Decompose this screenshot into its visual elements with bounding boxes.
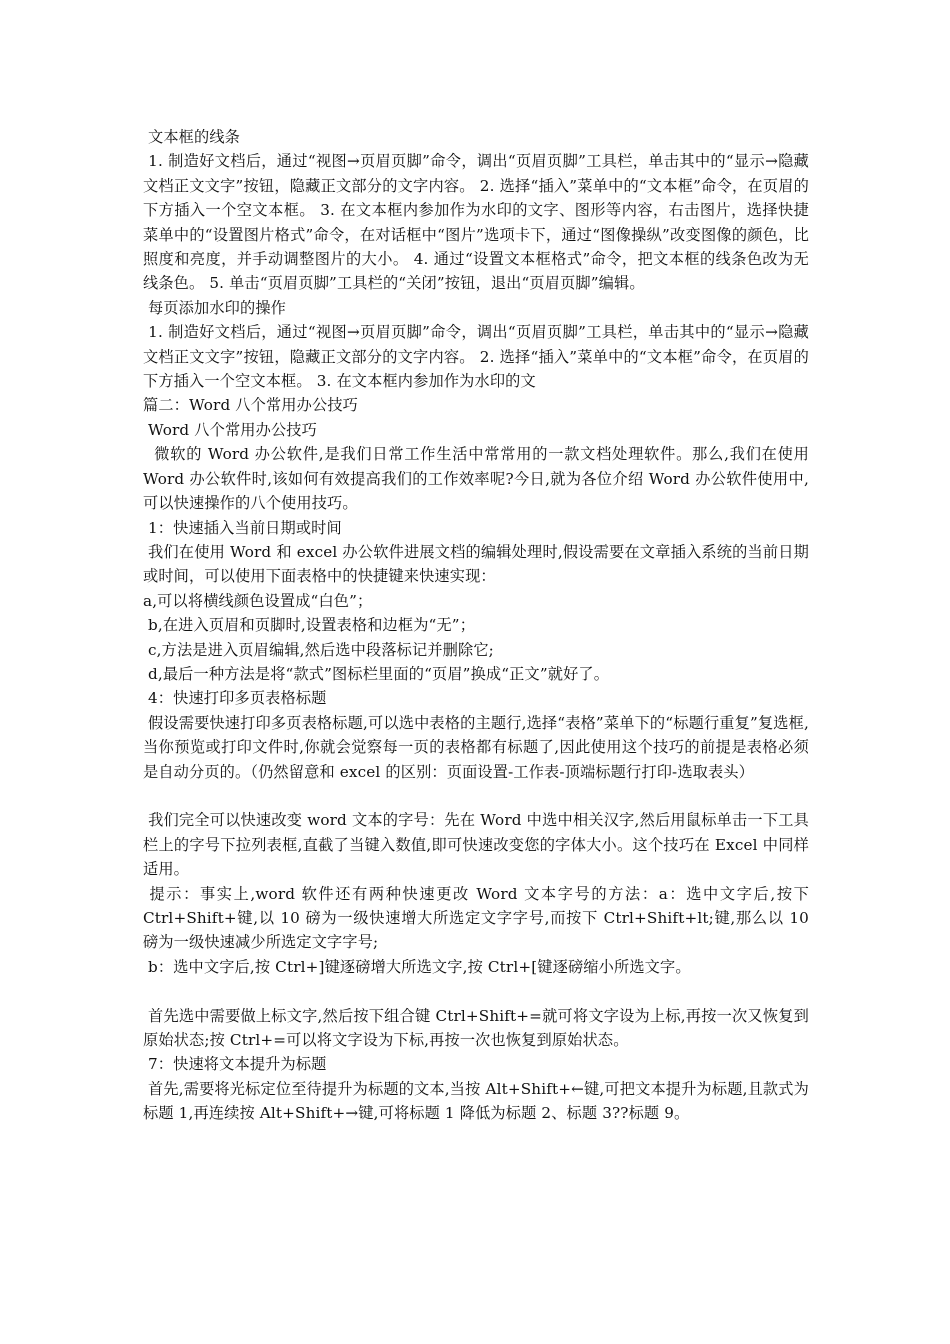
tip-heading-4: 4：快速打印多页表格标题 bbox=[143, 689, 327, 708]
paragraph-font-size-b: b：选中文字后,按 Ctrl+]键逐磅增大所选文字,按 Ctrl+[键逐磅缩小所选文字。 bbox=[143, 957, 691, 976]
section-title-part-two: 篇二：Word 八个常用办公技巧 bbox=[143, 396, 358, 415]
paragraph-intro: 微软的 Word 办公软件,是我们日常工作生活中常常用的一款文档处理软件。那么,我们在使用 Word 办公软件时,该如何有效提高我们的工作效率呢?今日,就为各位介绍 Word 办公软件使用中,可以快速操作的八个使用技巧。 bbox=[143, 445, 814, 513]
blank-line bbox=[143, 784, 809, 808]
heading-watermark-each-page: 每页添加水印的操作 bbox=[143, 298, 287, 317]
list-item-c: c,方法是进入页眉编辑,然后选中段落标记并删除它; bbox=[143, 640, 494, 659]
paragraph-watermark-steps: 1. 制造好文档后，通过“视图→页眉页脚”命令，调出“页眉页脚”工具栏，单击其中的“显示→隐藏文档正文文字”按钮，隐藏正文部分的文字内容。 2. 选择“插入”菜单中的“文本框”命令，在页眉的下方插入一个空文本框。 3. 在文本框内参加作为水印的文 bbox=[143, 323, 809, 391]
paragraph-textbox-steps: 1. 制造好文档后，通过“视图→页眉页脚”命令，调出“页眉页脚”工具栏，单击其中的“显示→隐藏文档正文文字”按钮，隐藏正文部分的文字内容。 2. 选择“插入”菜单中的“文本框”命令，在页眉的下方插入一个空文本框。 3. 在文本框内参加作为水印的文字、图形等内容，右击图片，选择快捷菜单中的“设置图片格式”命令，在对话框中“图片”选项卡下，通过“图像操纵”改变图像的颜色，比照度和亮度，并手动调整图片的大小。 4. 通过“设置文本框格式”命令，把文本框的线条色改为无线条色。 5. 单击“页眉页脚”工具栏的“关闭”按钮，退出“页眉页脚”编辑。 bbox=[143, 152, 809, 293]
paragraph-tip-4: 假设需要快速打印多页表格标题,可以选中表格的主题行,选择“表格”菜单下的“标题行重复”复选框,当你预览或打印文件时,你就会觉察每一页的表格都有标题了,因此使用这个技巧的前提是表格必须是自动分页的。（仍然留意和 excel 的区别：页面设置-工作表-顶端标题行打印-选取表头） bbox=[143, 713, 809, 781]
blank-line bbox=[143, 979, 809, 1003]
article-title: Word 八个常用办公技巧 bbox=[143, 420, 317, 439]
list-item-b: b,在进入页眉和页脚时,设置表格和边框为“无”； bbox=[143, 616, 476, 635]
paragraph-tip-1: 我们在使用 Word 和 excel 办公软件进展文档的编辑处理时,假设需要在文章插入系统的当前日期或时间，可以使用下面表格中的快捷键来快速实现： bbox=[143, 542, 809, 586]
heading-textbox-lines: 文本框的线条 bbox=[143, 128, 241, 146]
paragraph-font-size-hint: 提示：事实上,word 软件还有两种快速更改 Word 文本字号的方法：a：选中文字后,按下 Ctrl+Shift+键,以 10 磅为一级快速增大所选定文字字号,而按下 Ctrl+Shift+lt;键,那么以 10 磅为一级快速减少所选定文字字号; bbox=[143, 884, 814, 952]
paragraph-tip-7: 首先,需要将光标定位至待提升为标题的文本,当按 Alt+Shift+←键,可把文本提升为标题,且款式为标题 1,再连续按 Alt+Shift+→键,可将标题 1 降低为标题 2、标题 3??标题 9。 bbox=[143, 1079, 809, 1123]
tip-heading-1: 1：快速插入当前日期或时间 bbox=[143, 518, 342, 537]
paragraph-superscript: 首先选中需要做上标文字,然后按下组合键 Ctrl+Shift+=就可将文字设为上标,再按一次又恢复到原始状态;按 Ctrl+=可以将文字设为下标,再按一次也恢复到原始状态。 bbox=[143, 1006, 809, 1049]
list-item-d: d,最后一种方法是将“款式”图标栏里面的“页眉”换成“正文”就好了。 bbox=[143, 664, 610, 683]
tip-heading-7: 7：快速将文本提升为标题 bbox=[143, 1055, 327, 1074]
document-body bbox=[143, 125, 814, 1126]
list-item-a: a,可以将横线颜色设置成“白色”； bbox=[143, 591, 373, 610]
paragraph-font-size: 我们完全可以快速改变 word 文本的字号：先在 Word 中选中相关汉字,然后用鼠标单击一下工具栏上的字号下拉列表框,直截了当键入数值,即可快速改变您的字体大小。这个技巧在 Excel 中同样适用。 bbox=[143, 811, 809, 879]
